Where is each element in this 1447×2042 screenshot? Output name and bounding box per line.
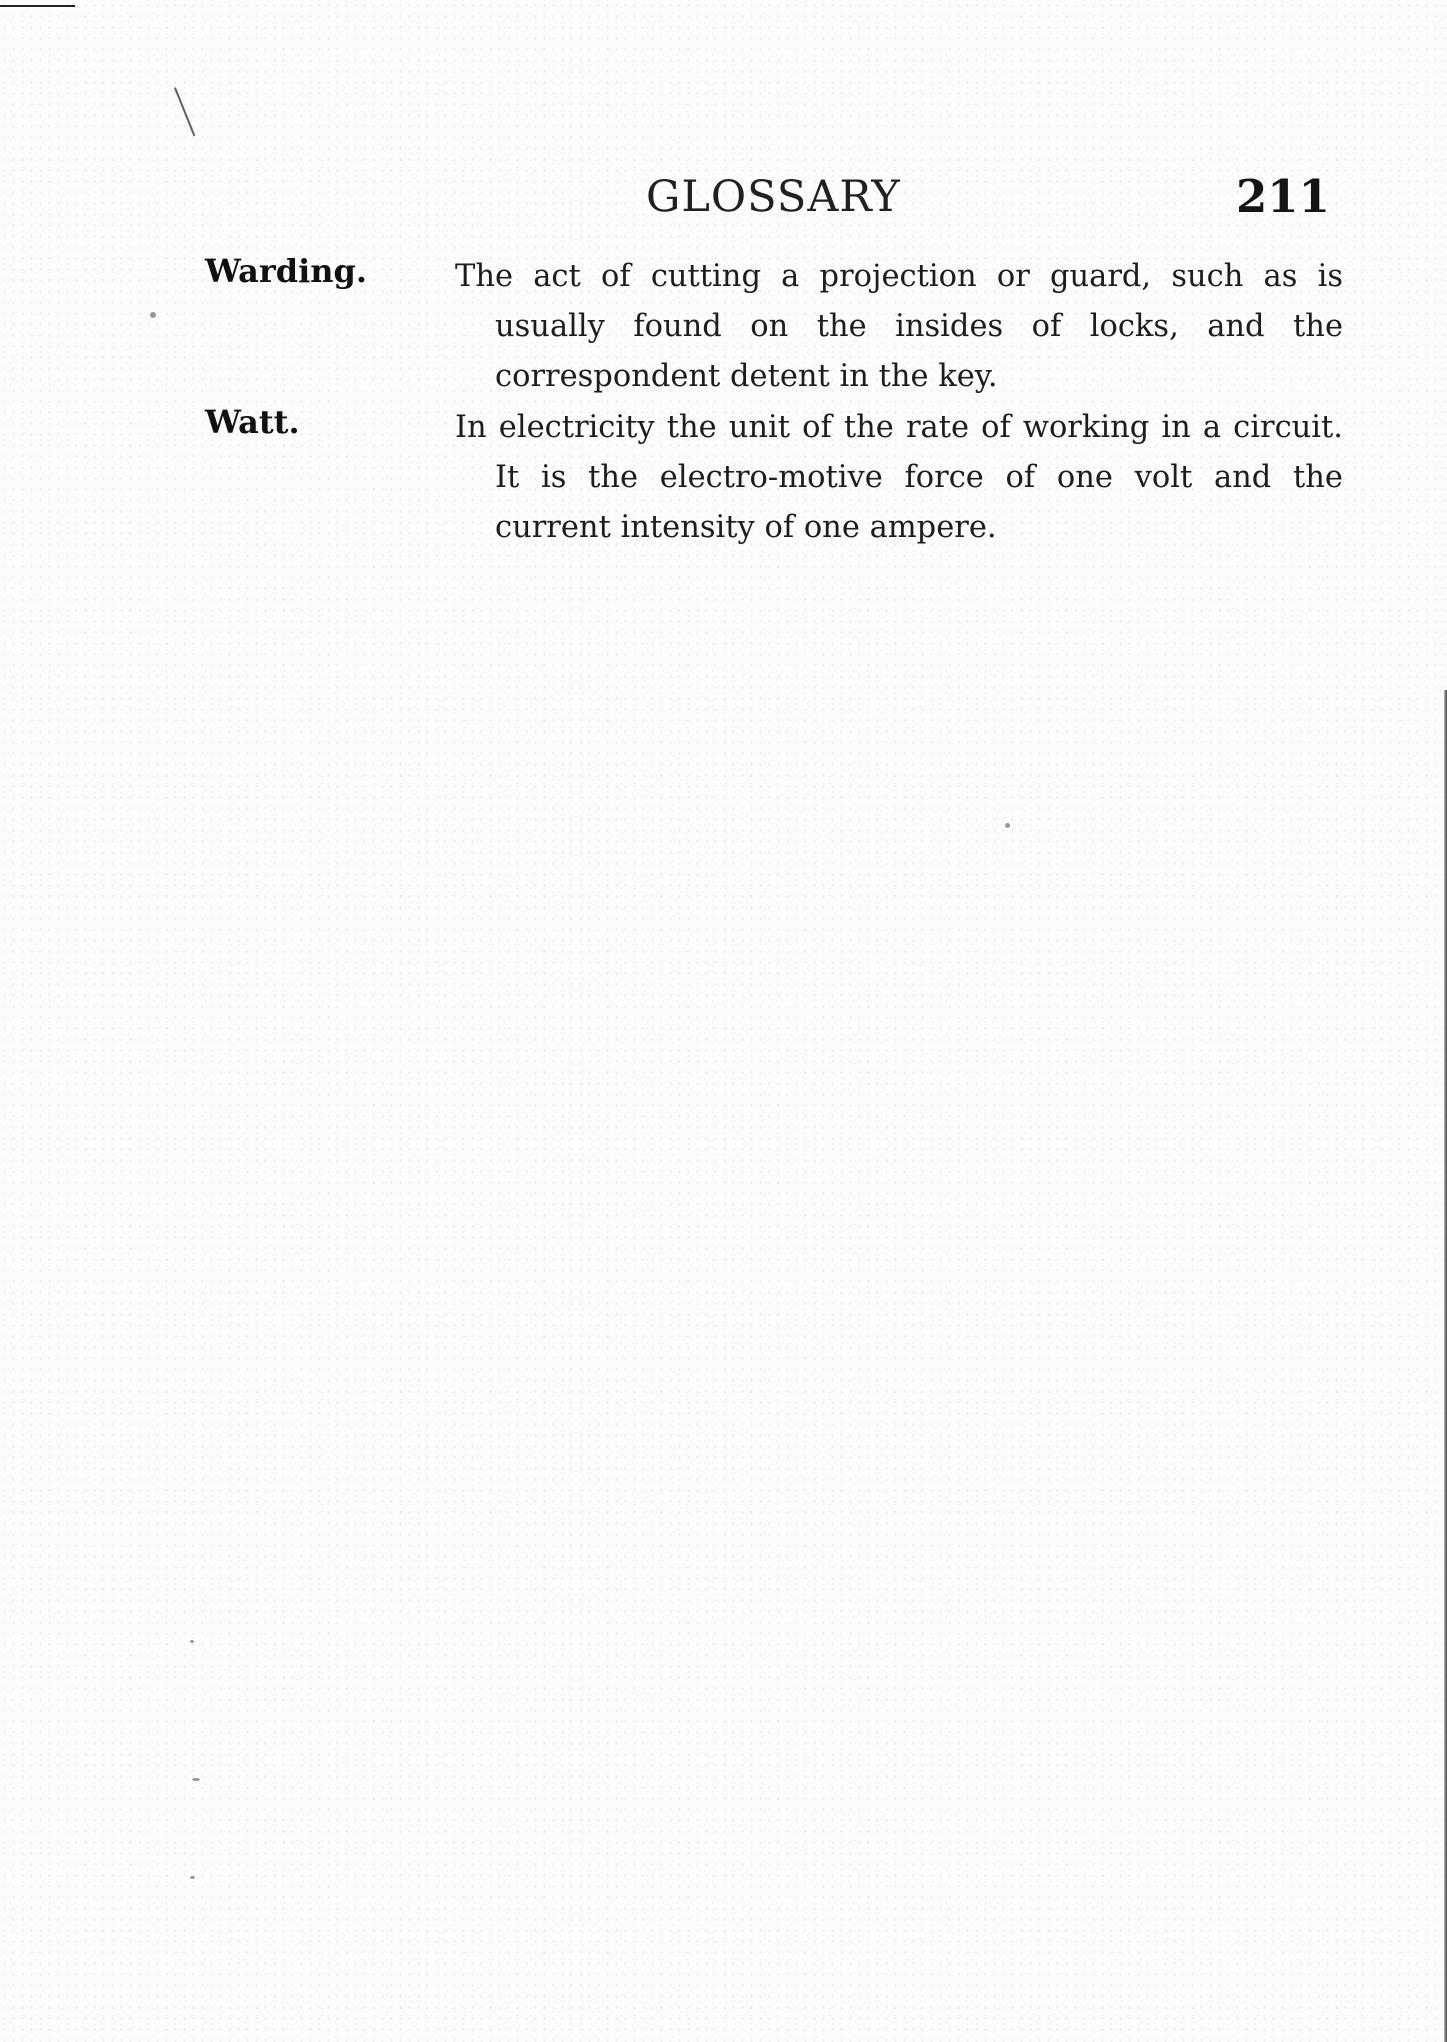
scan-speck [190,1876,195,1879]
glossary-definition: In electricity the unit of the rate of working in a circuit. It is the electro-motive force of one volt and the current intensity of one ampere. [455,410,1343,545]
scan-speck [192,1778,200,1781]
scan-speck [190,1640,194,1643]
glossary-definition: The act of cutting a projection or guard, such as is usually found on the insides of locks, and the correspondent detent in the key. [455,259,1343,394]
scan-speck [150,312,156,318]
glossary-term: Watt. [205,403,300,441]
scan-mark [174,87,195,136]
top-edge-rule [0,5,75,7]
page-number: 211 [1236,170,1330,223]
scan-speck [1005,823,1010,828]
page-header [0,168,1447,228]
glossary-term: Warding. [205,252,368,290]
running-title: GLOSSARY [646,172,901,222]
